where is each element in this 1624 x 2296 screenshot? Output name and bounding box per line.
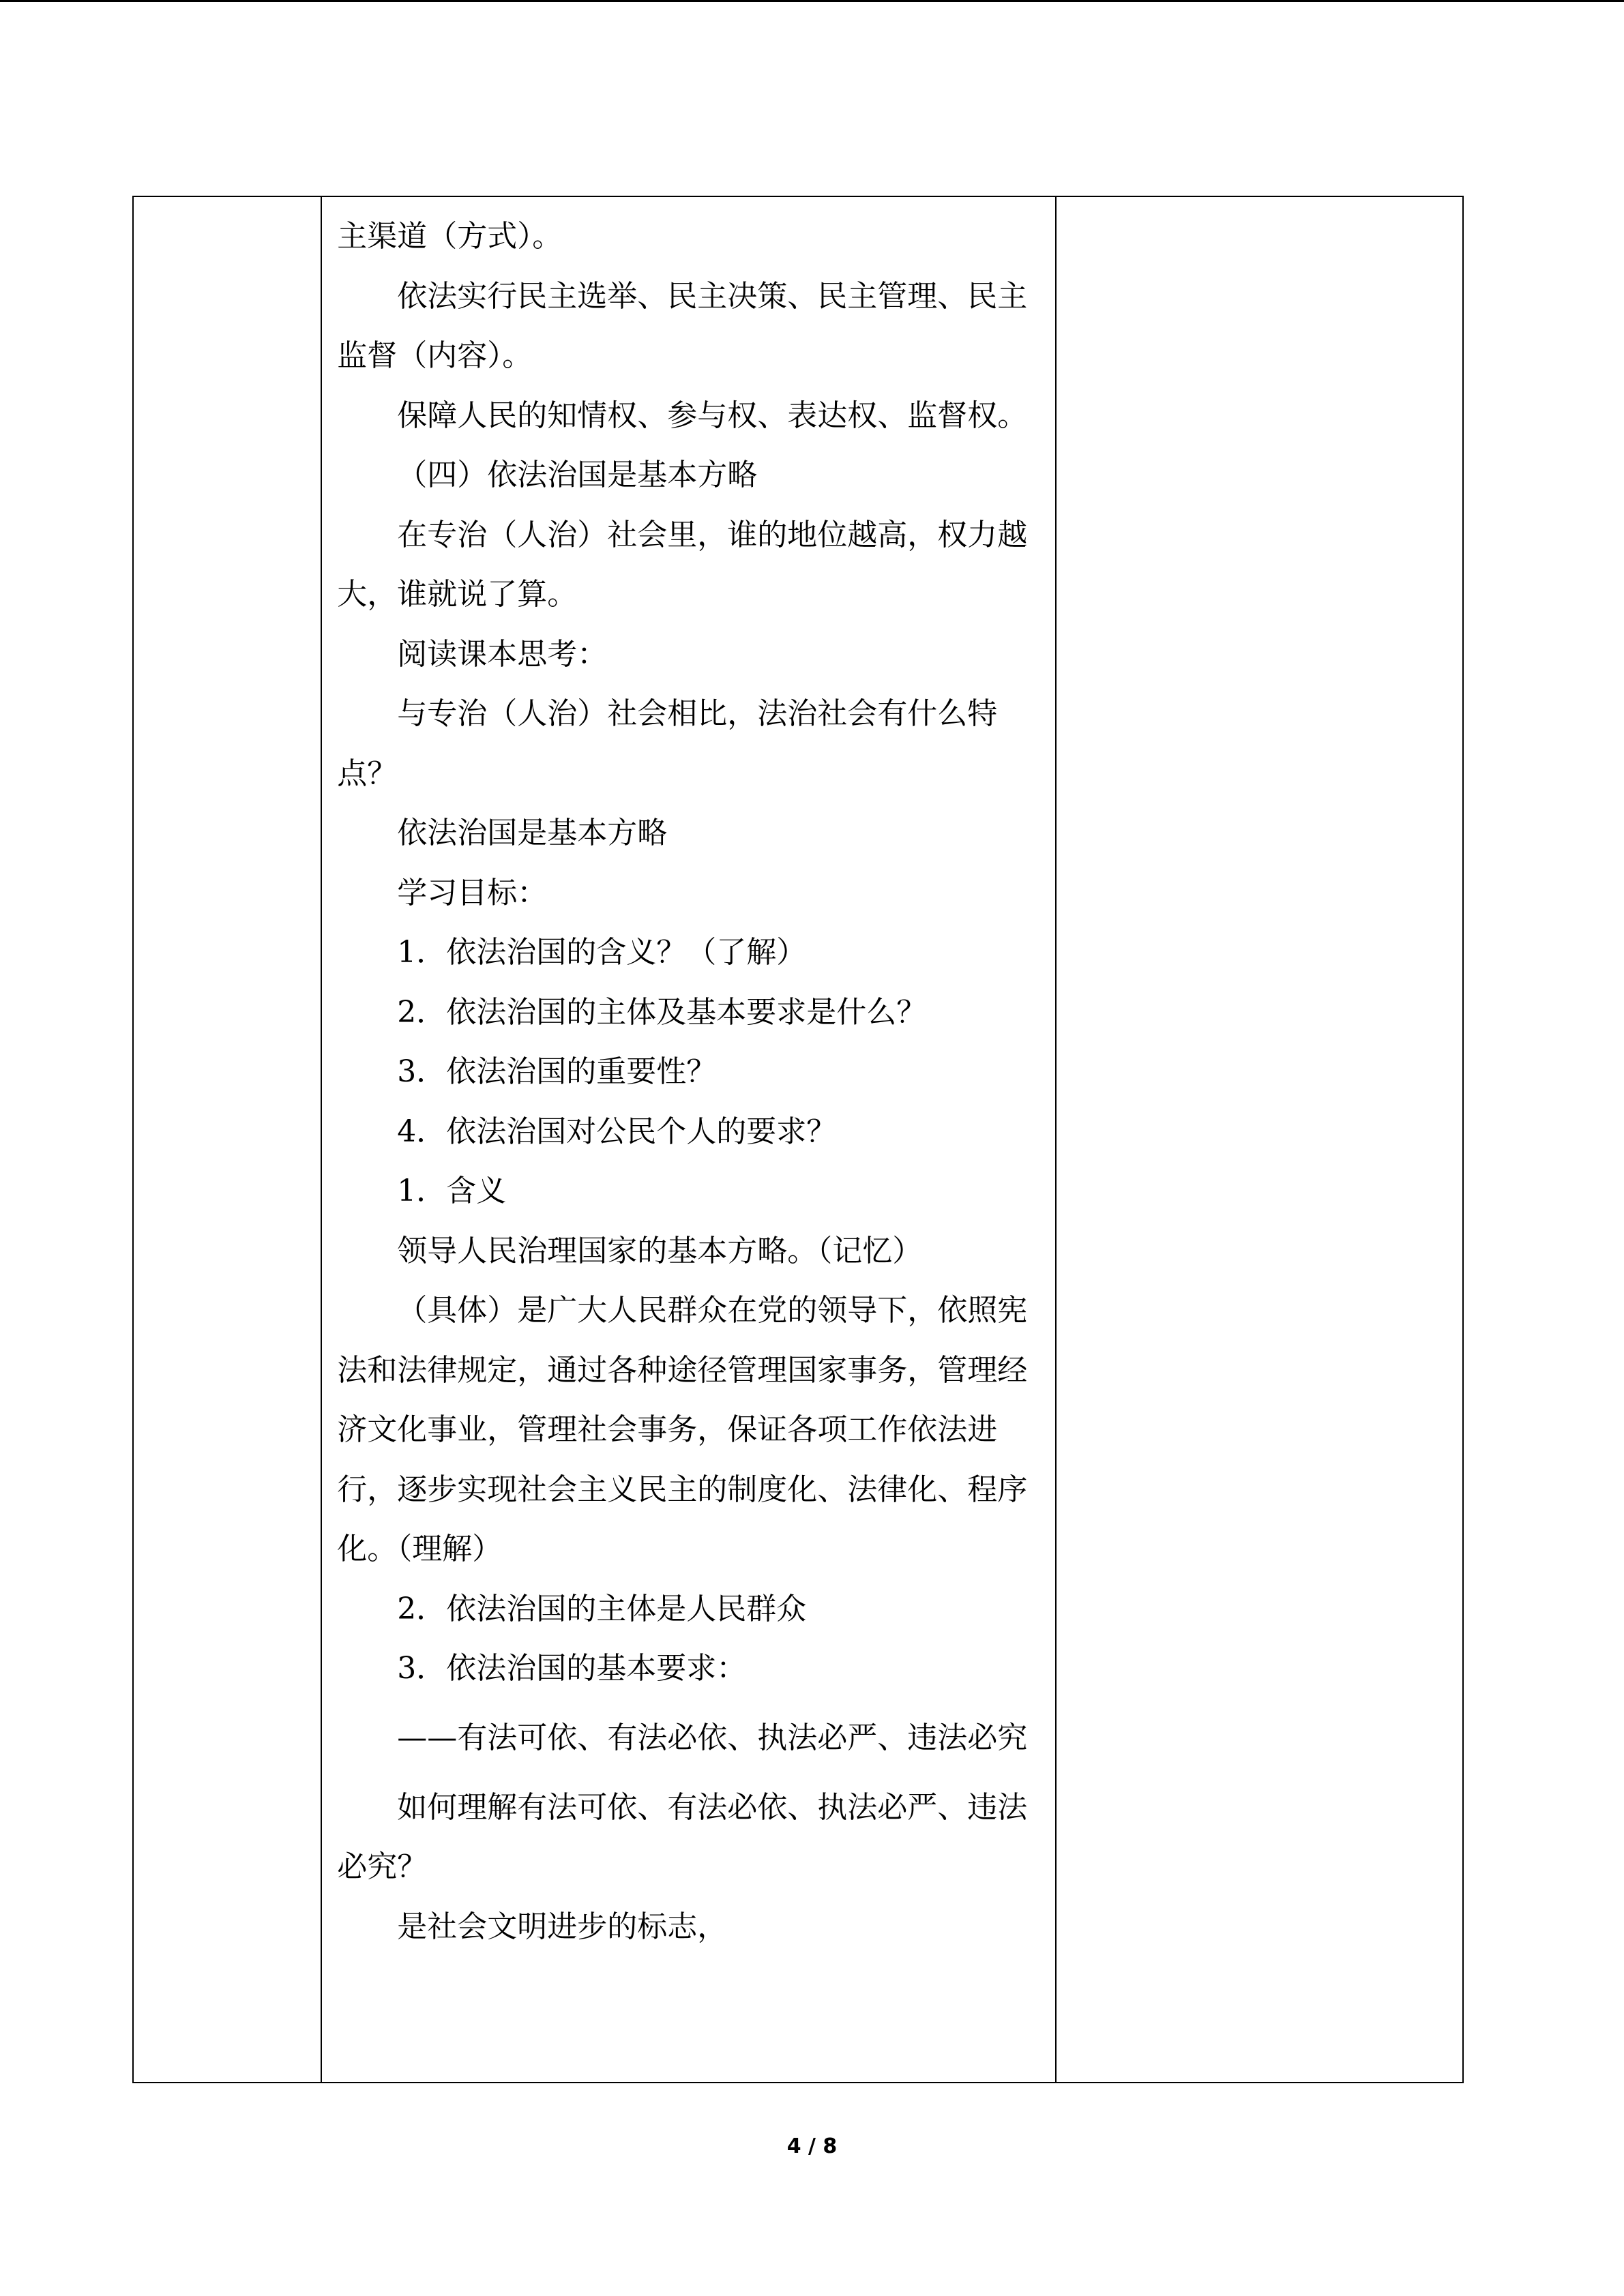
- paragraph: 在专治（人治）社会里，谁的地位越高，权力越大，谁就说了算。: [337, 517, 1028, 612]
- paragraph: 阅读课本思考：: [397, 636, 608, 672]
- lesson-content: [322, 197, 1055, 1956]
- paragraph: 依法实行民主选举、民主决策、民主管理、民主监督（内容）。: [337, 278, 1028, 373]
- paragraph: 与专治（人治）社会相比，法治社会有什么特点？: [337, 696, 998, 791]
- page-number: 4 / 8: [786, 2134, 838, 2158]
- left-column-cell: [133, 196, 321, 2083]
- paragraph: 2．依法治国的主体及基本要求是什么？: [397, 994, 927, 1030]
- paragraph: 2．依法治国的主体是人民群众: [397, 1591, 807, 1626]
- paragraph: 3．依法治国的基本要求：: [397, 1651, 747, 1686]
- content-column-cell: [321, 196, 1056, 2083]
- paragraph: 保障人民的知情权、参与权、表达权、监督权。: [397, 398, 1028, 433]
- paragraph: 主渠道（方式）。: [337, 219, 563, 254]
- paragraph: ——有法可依、有法必依、执法必严、违法必究: [397, 1720, 1028, 1755]
- lesson-table: [132, 196, 1464, 2083]
- paragraph: 如何理解有法可依、有法必依、执法必严、违法必究？: [337, 1789, 1028, 1884]
- paragraph: 领导人民治理国家的基本方略。（记忆）: [397, 1233, 923, 1268]
- table-row: [133, 196, 1463, 2083]
- paragraph: 3．依法治国的重要性？: [397, 1054, 717, 1089]
- notes-column-cell: [1056, 196, 1463, 2083]
- paragraph: 学习目标：: [397, 875, 548, 910]
- top-border-rule: [0, 0, 1624, 2]
- paragraph: 是社会文明进步的标志，: [397, 1909, 728, 1944]
- paragraph: 1．含义: [397, 1174, 507, 1208]
- paragraph: 4．依法治国对公民个人的要求？: [397, 1114, 837, 1149]
- paragraph: （具体）是广大人民群众在党的领导下，依照宪法和法律规定，通过各种途径管理国家事务，管理经济文化事业，管理社会事务，保证各项工作依法进行，逐步实现社会主义民主的制度化、法律化、程序化。（理解）: [337, 1293, 1028, 1566]
- paragraph: 1．依法治国的含义？（了解）: [397, 935, 807, 970]
- paragraph: 依法治国是基本方略: [397, 816, 668, 850]
- paragraph: （四）依法治国是基本方略: [397, 458, 758, 492]
